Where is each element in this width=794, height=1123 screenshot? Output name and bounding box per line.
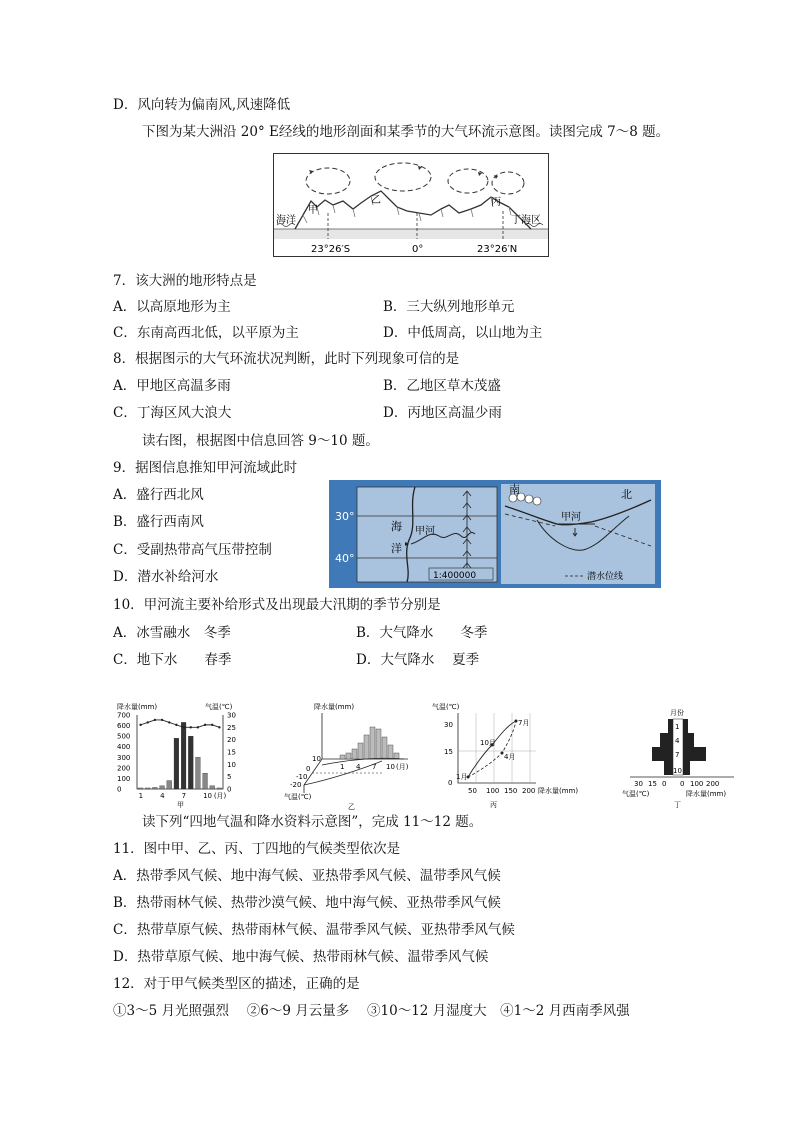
yi-t-0: 0	[306, 765, 311, 773]
climate-chart-yi	[282, 699, 420, 811]
ding-m4: 4	[675, 737, 680, 745]
jia-precip-bar	[181, 722, 186, 789]
yi-t-m20: -20	[290, 781, 302, 789]
jia-temp-point	[139, 724, 141, 726]
climate-chart-ding	[614, 707, 744, 809]
jia-x-tick: (月)	[213, 792, 227, 800]
jia-y-left-tick: 200	[117, 764, 131, 773]
bing-name: 丙	[490, 801, 497, 809]
jia-temp-point	[175, 724, 177, 726]
jia-y-right-tick: 0	[227, 785, 232, 794]
ding-m1: 1	[675, 723, 680, 731]
bing-xlabel: 降水量(mm)	[538, 787, 579, 795]
jia-precip-bar	[153, 787, 158, 789]
river-map-figure	[329, 480, 661, 588]
ding-xl-30: 30	[634, 780, 643, 788]
q8-option-c: C．丁海区风大浪大	[113, 405, 232, 421]
label-jia: 甲	[308, 205, 318, 216]
jia-precip-bar	[145, 788, 150, 789]
yi-temp-label: 气温(℃)	[284, 793, 312, 801]
yi-precip-bars	[340, 727, 399, 759]
label-north: 北	[621, 488, 632, 501]
label-bing: 丙	[491, 197, 501, 208]
lat-30: 30°	[335, 510, 355, 523]
yi-precip-label: 降水量(mm)	[314, 703, 355, 711]
q8-option-b: B．乙地区草木茂盛	[383, 378, 501, 394]
jia-y-left-tick: 400	[117, 743, 131, 752]
jia-y-right-tick: 15	[227, 748, 236, 757]
q11-option-b: B．热带雨林气候、热带沙漠气候、地中海气候、亚热带季风气候	[113, 895, 501, 911]
jia-y-left-tick: 600	[117, 722, 131, 731]
q10-option-d: D．大气降水 夏季	[356, 652, 480, 668]
jia-temp-point	[182, 726, 184, 728]
jia-temp-point	[147, 721, 149, 723]
ding-temp-label: 气温(℃)	[622, 790, 650, 798]
jia-precip-bar	[160, 786, 165, 789]
jia-temp-point	[168, 721, 170, 723]
jia-temp-point	[190, 726, 192, 728]
question-10: 10．甲河流主要补给形式及出现最大汛期的季节分别是	[113, 597, 441, 613]
legend-water-table: 潜水位线	[587, 572, 624, 582]
bing-m1: 1月	[456, 773, 468, 781]
climate-chart-bing	[430, 701, 580, 811]
jia-temp-point	[197, 726, 199, 728]
jia-precip-bar	[188, 736, 193, 789]
q10-option-a: A．冰雪融水 冬季	[113, 625, 231, 641]
bing-x-200: 200	[522, 787, 536, 795]
label-hai: 海	[391, 520, 402, 533]
label-ding-sea: 丁海区	[511, 215, 541, 226]
jia-x-tick: 1	[138, 792, 144, 800]
jia-temp-point	[218, 726, 220, 728]
jia-x-tick: 10	[203, 792, 213, 800]
ding-name: 丁	[674, 801, 681, 809]
jia-y-left-tick: 500	[117, 732, 131, 741]
jia-precip-bar	[196, 757, 201, 789]
label-ocean: 海洋	[276, 215, 296, 226]
label-jiahe-profile: 甲河	[561, 512, 581, 523]
yi-x-4: 4	[356, 763, 361, 771]
jia-y-right-tick: 30	[227, 711, 236, 720]
q9-option-b: B．盛行西南风	[113, 514, 204, 530]
jia-y-left-tick: 100	[117, 774, 131, 783]
yi-x-7: 7	[372, 763, 377, 771]
q10-option-c: C．地下水 春季	[113, 652, 232, 668]
bing-y-15: 15	[444, 748, 453, 756]
jia-temp-point	[154, 719, 156, 721]
yi-name: 乙	[348, 803, 355, 811]
yi-x-unit: (月)	[396, 763, 409, 771]
jia-precip-label: 降水量(mm)	[117, 703, 158, 711]
ding-m10: 10	[673, 767, 682, 775]
question-7: 7．该大洲的地形特点是	[113, 273, 257, 289]
q7-option-a: A．以高原地形为主	[113, 299, 231, 315]
jia-temp-point	[211, 724, 213, 726]
jia-name: 甲	[177, 801, 184, 809]
bing-y-30: 30	[444, 721, 453, 729]
jia-precip-bar	[167, 781, 172, 789]
jia-y-right-tick: 20	[227, 736, 236, 745]
question-11: 11．图中甲、乙、丙、丁四地的气候类型依次是	[113, 841, 401, 857]
ding-precip-label: 降水量(mm)	[686, 790, 727, 798]
question-8: 8．根据图示的大气环流状况判断，此时下列现象可信的是	[113, 351, 460, 367]
yi-x-10: 10	[386, 763, 395, 771]
q7-option-c: C．东南高西北低，以平原为主	[113, 325, 299, 341]
q11-option-d: D．热带草原气候、地中海气候、热带雨林气候、温带季风气候	[113, 949, 489, 965]
ding-month-label: 月份	[670, 709, 684, 717]
jia-temp-label: 气温(℃)	[205, 703, 233, 711]
jia-precip-bar	[138, 788, 143, 789]
terrain-profile-figure	[273, 153, 549, 257]
q10-option-b: B．大气降水 冬季	[356, 625, 488, 641]
lat-23n: 23°26′N	[477, 244, 518, 255]
intro-q7-8: 下图为某大洲沿 20° E经线的地形剖面和某季节的大气环流示意图。读图完成 7～8 题。	[142, 124, 670, 140]
jia-y-right-tick: 10	[227, 760, 236, 769]
map-scale: 1:400000	[433, 571, 477, 581]
label-yang: 洋	[391, 542, 402, 555]
jia-y-left-tick: 300	[117, 753, 131, 762]
q9-option-d: D．潜水补给河水	[113, 569, 219, 585]
ding-m7: 7	[675, 751, 680, 759]
lat-0: 0°	[412, 244, 424, 255]
q9-option-c: C．受副热带高气压带控制	[113, 542, 272, 558]
intro-q9-10: 读右图，根据图中信息回答 9～10 题。	[142, 433, 379, 449]
q9-option-a: A．盛行西北风	[113, 487, 204, 503]
ding-xr-100: 100	[690, 780, 704, 788]
jia-precip-bar	[203, 773, 208, 789]
ding-xr-200: 200	[706, 780, 720, 788]
q7-option-b: B．三大纵列地形单元	[383, 299, 515, 315]
q7-option-d: D．中低周高，以山地为主	[383, 325, 543, 341]
jia-precip-bar	[174, 738, 179, 789]
jia-precip-bar	[210, 786, 215, 789]
label-jiahe-map: 甲河	[415, 526, 435, 537]
bing-m4: 4月	[504, 753, 516, 761]
bing-x-50: 50	[468, 787, 477, 795]
lat-23s: 23°26′S	[311, 244, 351, 255]
ding-xl-0: 0	[662, 780, 667, 788]
jia-temp-point	[161, 719, 163, 721]
bing-x-150: 150	[504, 787, 518, 795]
intro-q11-12: 读下列“四地气温和降水资料示意图”，完成 11～12 题。	[142, 814, 483, 830]
jia-x-tick: 7	[181, 792, 187, 800]
bing-temp-label: 气温(℃)	[432, 703, 460, 711]
jia-x-tick: 4	[160, 792, 165, 800]
q12-options: ①3～5 月光照强烈 ②6～9 月云量多 ③10～12 月湿度大 ④1～2 月西南季风强	[113, 1003, 630, 1019]
q8-option-d: D．丙地区高温少雨	[383, 405, 502, 421]
option-d-q6: D．风向转为偏南风,风速降低	[113, 97, 291, 113]
yi-t-m10: -10	[296, 773, 308, 781]
question-9: 9．据图信息推知甲河流域此时	[113, 460, 298, 476]
jia-precip-bar	[217, 788, 222, 789]
bing-m10: 10月	[480, 739, 496, 747]
label-yi: 乙	[371, 195, 381, 206]
label-south: 南	[509, 483, 520, 496]
jia-y-right-tick: 25	[227, 723, 236, 732]
yi-t-10: 10	[312, 755, 321, 763]
bing-x-100: 100	[486, 787, 500, 795]
jia-temp-point	[204, 724, 206, 726]
yi-x-1: 1	[340, 763, 345, 771]
climate-chart-jia	[115, 701, 247, 811]
jia-y-left-tick: 700	[117, 711, 131, 720]
lat-40: 40°	[335, 552, 355, 565]
jia-temp-line	[141, 720, 220, 727]
q8-option-a: A．甲地区高温多雨	[113, 378, 231, 394]
q11-option-c: C．热带草原气候、热带雨林气候、温带季风气候、亚热带季风气候	[113, 922, 515, 938]
question-12: 12．对于甲气候类型区的描述，正确的是	[113, 976, 360, 992]
bing-m7: 7月	[518, 719, 530, 727]
q11-option-a: A．热带季风气候、地中海气候、亚热带季风气候、温带季风气候	[113, 868, 501, 884]
ding-xl-15: 15	[648, 780, 657, 788]
ding-precip-bars	[680, 719, 706, 775]
bing-y-0: 0	[448, 779, 453, 787]
jia-y-left-tick: 0	[117, 785, 122, 794]
jia-y-right-tick: 5	[227, 773, 232, 782]
ding-xr-0: 0	[680, 780, 685, 788]
